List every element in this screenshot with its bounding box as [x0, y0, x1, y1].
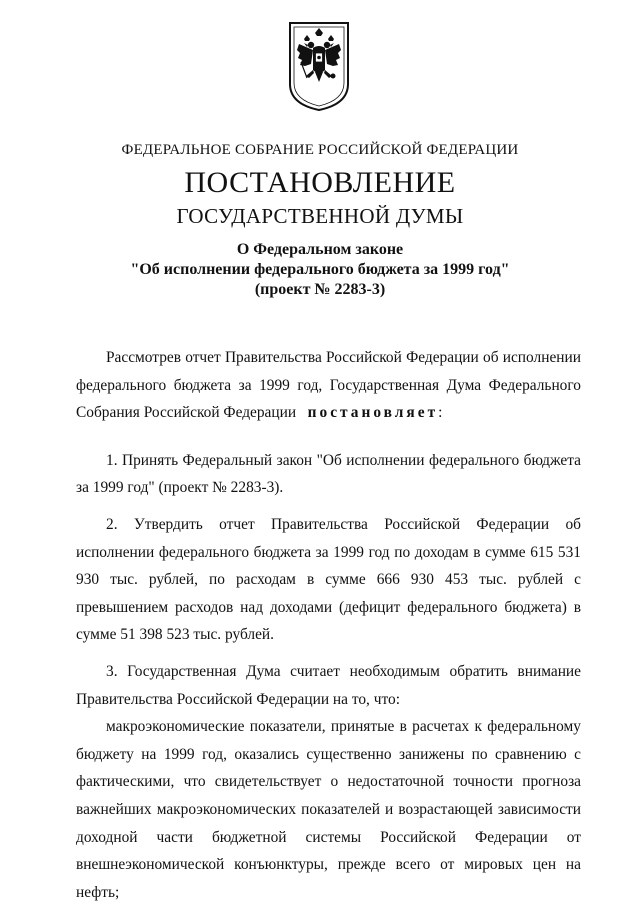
document-subject: [0, 240, 640, 300]
subject-line-1: О Федеральном законе: [236, 241, 404, 258]
parliament-name: ФЕДЕРАЛЬНОЕ СОБРАНИЕ РОССИЙСКОЙ ФЕДЕРАЦИИ: [121, 142, 519, 158]
document-body: [76, 344, 581, 906]
preamble-text: Рассмотрев отчет Правительства Российской Федерации об исполнении федерального бюджета за 1999 год, Государственная Дума Федерального Собрания Российской Федерации: [76, 349, 581, 422]
preamble-paragraph: [76, 344, 581, 427]
document-issuer: ГОСУДАРСТВЕННОЙ ДУМЫ: [176, 204, 464, 228]
resolves-colon: :: [438, 404, 443, 422]
item-3-paragraph: 3. Государственная Дума считает необходимым обратить внимание Правительства Российской Федерации на то, что:: [76, 662, 581, 708]
item-1-paragraph: 1. Принять Федеральный закон "Об исполнении федерального бюджета за 1999 год" (проект № 2283-3).: [76, 451, 581, 497]
document-type-title: ПОСТАНОВЛЕНИЕ: [184, 166, 456, 199]
subject-line-3: (проект № 2283-3): [254, 281, 386, 298]
double-headed-eagle-emblem-icon: [287, 20, 351, 112]
item-3-subparagraph: макроэкономические показатели, принятые в расчетах к федеральному бюджету на 1999 год, оказались существенно занижены по сравнению с фактическими, что свидетельствует о недостаточной точности прогноза важнейших макроэкономических показателей и возрастающей зависимости доходной части бюджетной системы Российской Федерации от внешнеэкономической конъюнктуры, прежде всего от мировых цен на нефть;: [76, 718, 581, 901]
item-2-paragraph: 2. Утвердить отчет Правительства Российской Федерации об исполнении федерального бюджета за 1999 год по доходам в сумме 615 531 930 тыс. рублей, по расходам в сумме 666 930 453 тыс. рублей с превышением расходов над доходами (дефицит федерального бюджета) в сумме 51 398 523 тыс. рублей.: [76, 515, 581, 644]
subject-line-2: "Об исполнении федерального бюджета за 1999 год": [130, 261, 510, 278]
resolves-word: постановляет: [307, 404, 439, 422]
